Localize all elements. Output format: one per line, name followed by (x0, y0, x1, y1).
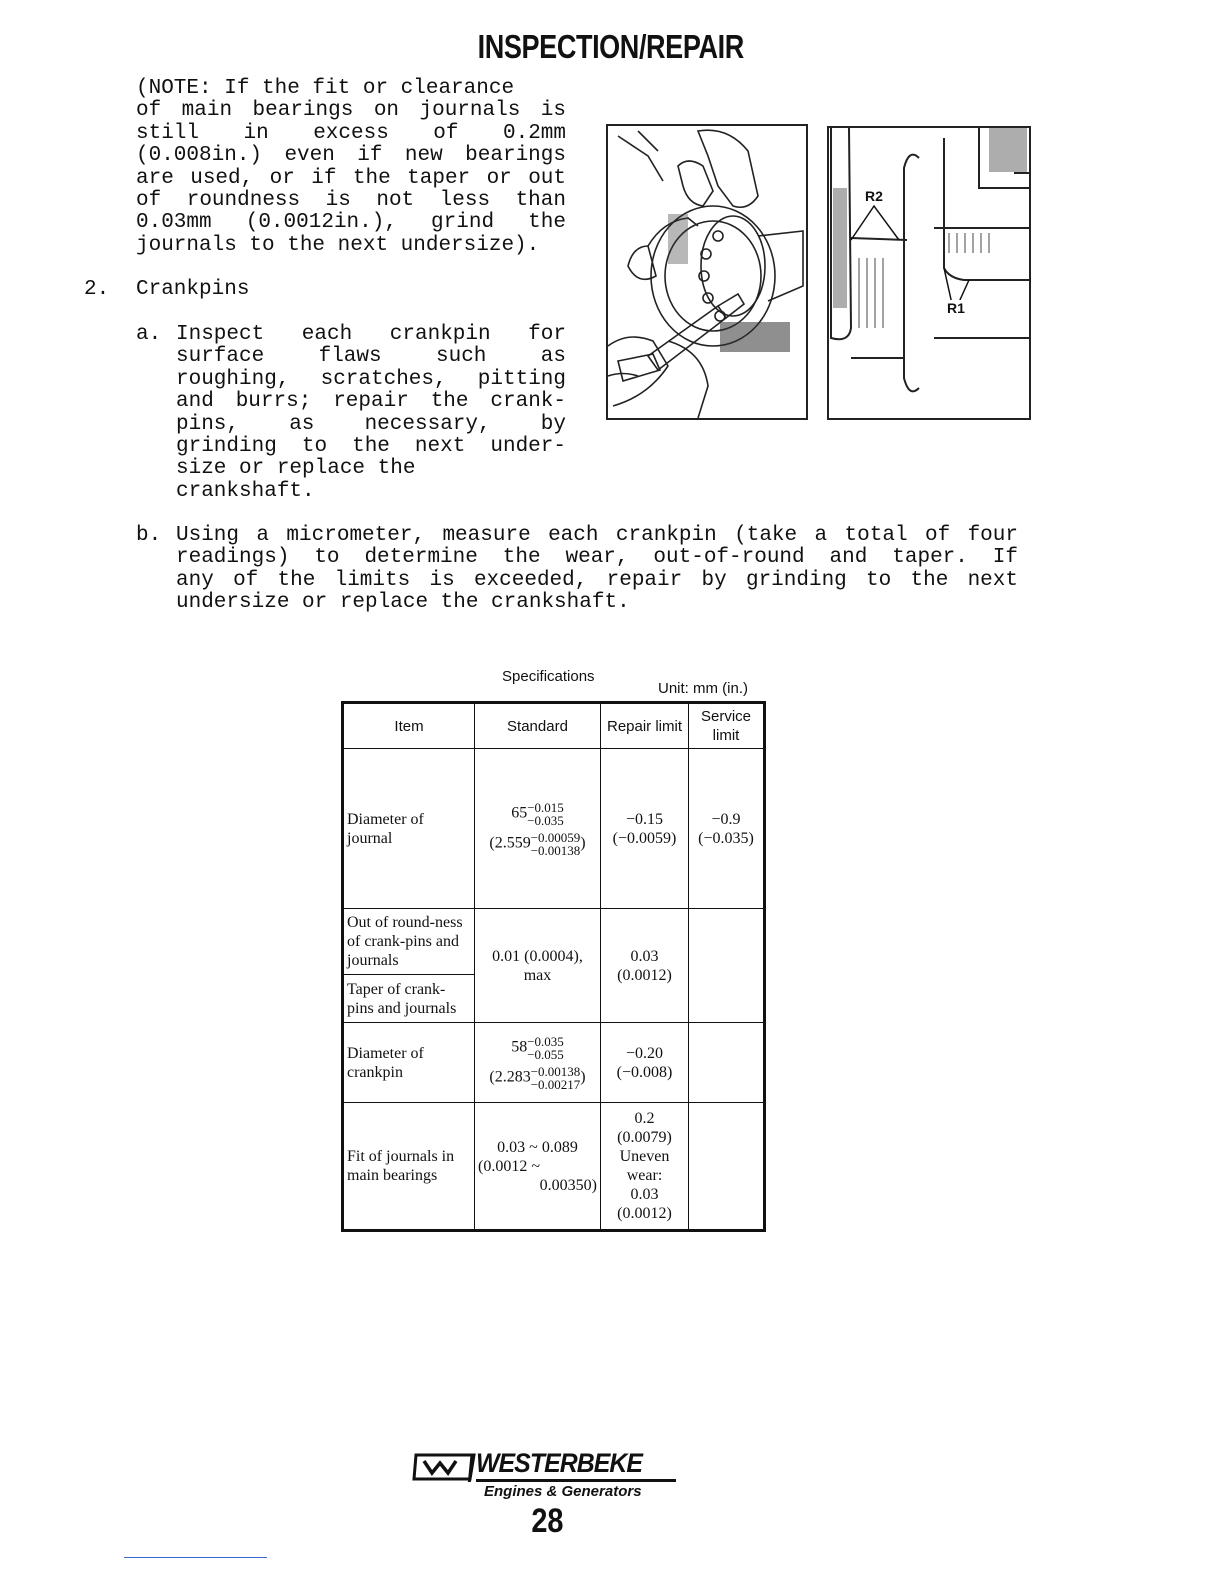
item-a-line: surface flaws such as (176, 345, 566, 369)
note-line: 0.03mm (0.0012in.), grind the (136, 211, 566, 235)
repair-line: 0.03 (630, 1186, 659, 1203)
note-line: are used, or if the taper or out (136, 166, 566, 190)
std-base: 65 (511, 804, 528, 822)
repair-mm: −0.20 (625, 1044, 664, 1062)
cell-item: Fit of journals in main bearings (343, 1103, 475, 1231)
repair-line: (0.0012) (617, 1205, 672, 1222)
cell-item: Diameter of journal (343, 749, 475, 909)
item-a-line: and burrs; repair the crank- (176, 390, 566, 414)
standard-line: (0.0012 ~ (478, 1157, 540, 1175)
table-row (343, 1023, 765, 1103)
brand-tagline: Engines & Generators (484, 1483, 642, 1500)
repair-in: (−0.0059) (612, 829, 677, 847)
section-number: 2. (84, 278, 110, 301)
label-r1: R1 (947, 300, 965, 316)
note-line: of roundness is not less than (136, 189, 566, 213)
micrometer-drawing-icon (608, 126, 806, 418)
repair-mm: 0.03 (630, 947, 659, 965)
item-b-marker: b. (136, 524, 162, 547)
repair-line: 0.2 (634, 1110, 655, 1127)
cell-item: Diameter of crankpin (343, 1023, 475, 1103)
micrometer-illustration (606, 124, 808, 420)
table-unit: Unit: mm (in.) (658, 680, 748, 697)
cell-standard (475, 1103, 601, 1231)
tolerance-in (531, 1065, 581, 1091)
note-line: (0.008in.) even if new bearings (136, 144, 566, 168)
cell-standard (475, 749, 601, 909)
repair-line: wear: (626, 1167, 663, 1184)
cell-service (689, 909, 765, 1023)
cell-item: Out of round-ness of crank-pins and journals (343, 909, 475, 975)
fillet-radius-diagram (827, 126, 1031, 420)
repair-mm: −0.15 (625, 810, 664, 828)
westerbeke-logo-icon (412, 1452, 482, 1482)
table-row (343, 1103, 765, 1231)
service-mm: −0.9 (711, 810, 741, 828)
header-service-limit: Service limit (689, 703, 765, 749)
std-base: 58 (511, 1038, 528, 1056)
brand-name: WESTERBEKE (476, 1448, 643, 1478)
page-title: INSPECTION/REPAIR (477, 28, 744, 65)
std-in-base: (2.559 (489, 834, 531, 852)
cell-standard (475, 909, 601, 1023)
cell-repair (601, 749, 689, 909)
table-title: Specifications (502, 668, 595, 685)
item-b-line: Using a micrometer, measure each crankpin (take a total of four (176, 524, 1018, 547)
item-a-line: Inspect each crankpin for (176, 323, 566, 346)
repair-line: Uneven (619, 1148, 670, 1165)
footer-rule (124, 1557, 267, 1558)
standard-max: max (523, 966, 552, 984)
header-standard: Standard (475, 703, 601, 749)
westerbeke-logo (412, 1448, 674, 1504)
cell-repair (601, 909, 689, 1023)
section-title: Crankpins (136, 278, 250, 301)
tol-lower: −0.00138 (530, 842, 581, 858)
tol-upper: −0.00138 (530, 1063, 581, 1079)
item-a-marker: a. (136, 323, 162, 346)
item-b-text (176, 525, 1018, 615)
close-paren: ) (580, 1068, 586, 1086)
item-a-line: pins, as necessary, by (176, 412, 566, 436)
table-row (343, 909, 765, 975)
note-paragraph (136, 78, 566, 257)
close-paren: ) (580, 834, 586, 852)
cell-item: Taper of crank-pins and journals (343, 975, 475, 1023)
cell-repair (601, 1103, 689, 1231)
tol-lower: −0.055 (527, 1046, 564, 1062)
tol-upper: −0.00059 (530, 829, 581, 845)
note-line: (NOTE: If the fit or clearance (136, 77, 515, 100)
note-line: of main bearings on journals is (136, 99, 566, 123)
item-a-line: size or replace the (176, 457, 416, 481)
header-repair-limit: Repair limit (601, 703, 689, 749)
item-a-line: crankshaft. (176, 479, 315, 503)
cell-service (689, 749, 765, 909)
header-item: Item (343, 703, 475, 749)
table-header-row (343, 703, 765, 749)
tolerance-in (531, 831, 581, 857)
note-line: journals to the next undersize). (136, 233, 540, 257)
item-a-text (176, 324, 566, 503)
repair-in: (0.0012) (617, 966, 672, 984)
item-a-line: roughing, scratches, pitting (176, 367, 566, 391)
service-in: (−0.035) (698, 829, 754, 847)
repair-in: (−0.008) (616, 1063, 673, 1081)
brand-underline (476, 1479, 676, 1482)
cell-standard (475, 1023, 601, 1103)
specifications-table (341, 701, 766, 1232)
label-r2: R2 (865, 188, 883, 204)
item-a-line: grinding to the next under- (176, 435, 566, 459)
tol-upper: −0.015 (527, 799, 564, 815)
item-b-line: undersize or replace the crankshaft. (176, 591, 630, 615)
item-b-line: any of the limits is exceeded, repair by grinding to the next (176, 568, 1018, 592)
repair-line: (0.0079) (617, 1129, 672, 1146)
crankpin-fillet-icon (829, 128, 1029, 418)
tolerance (527, 801, 564, 827)
page-number: 28 (531, 1502, 564, 1540)
tol-lower: −0.00217 (530, 1076, 581, 1092)
table-row (343, 749, 765, 909)
item-b-line: readings) to determine the wear, out-of-round and taper. If (176, 546, 1018, 570)
std-in-base: (2.283 (489, 1068, 531, 1086)
tolerance (527, 1035, 564, 1061)
note-line: still in excess of 0.2mm (136, 121, 566, 145)
standard-line: 0.00350) (539, 1176, 597, 1194)
tol-upper: −0.035 (527, 1033, 564, 1049)
cell-repair (601, 1023, 689, 1103)
cell-service (689, 1103, 765, 1231)
standard-value: 0.01 (0.0004), (492, 947, 583, 965)
cell-service (689, 1023, 765, 1103)
standard-line: 0.03 ~ 0.089 (497, 1138, 578, 1156)
tol-lower: −0.035 (527, 812, 564, 828)
